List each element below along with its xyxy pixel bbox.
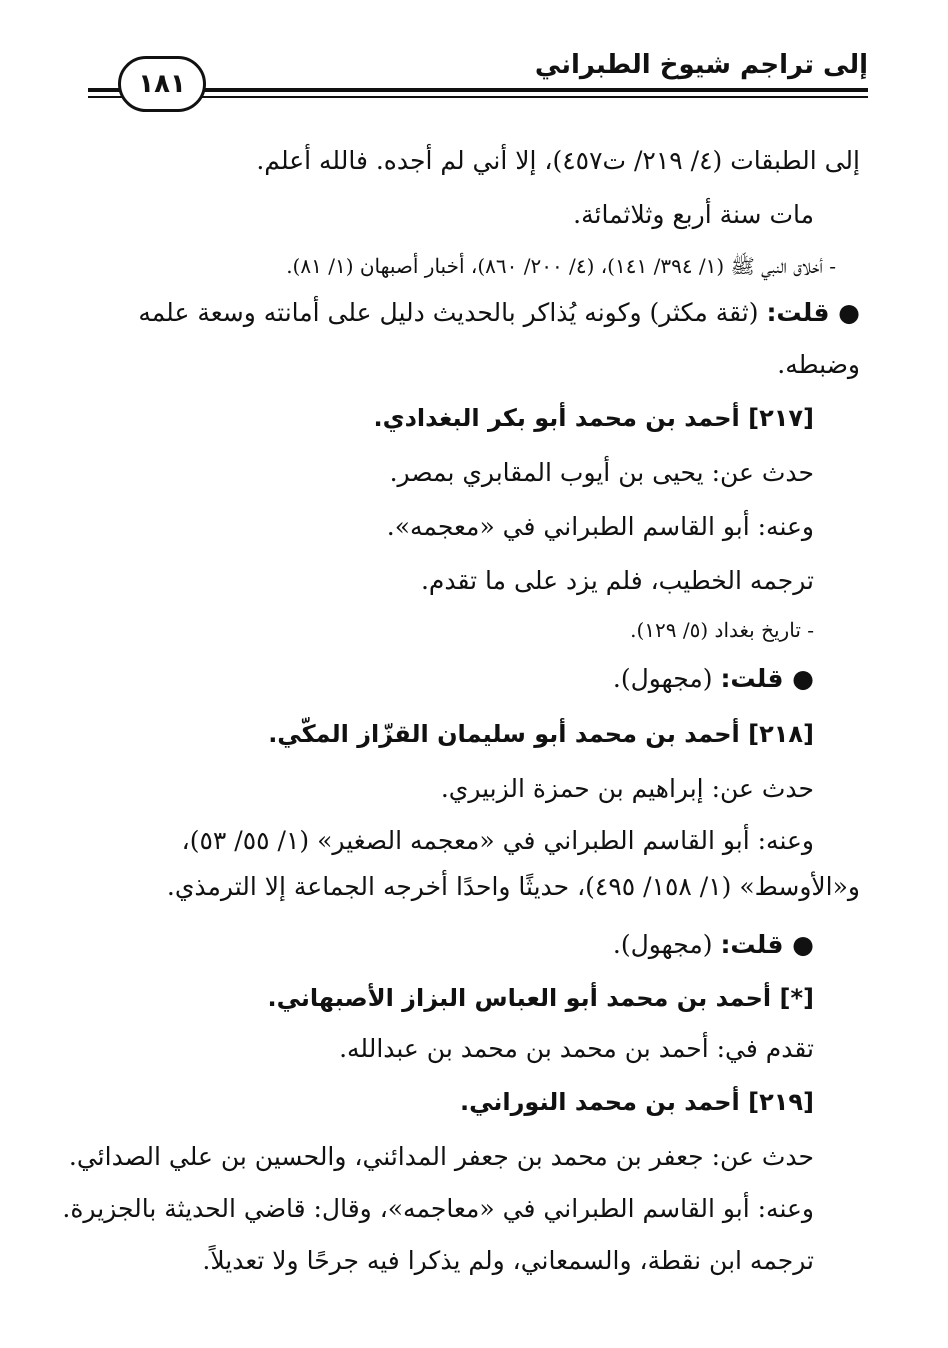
text-line: وعنه: أبو القاسم الطبراني في «معجمه الصغير» (١/ ٥٥/ ٥٣)، [181, 826, 814, 855]
comment-line [86, 298, 860, 328]
text-line: حدث عن: إبراهيم بن حمزة الزبيري. [440, 774, 814, 803]
text-line: مات سنة أربع وثلاثمائة. [573, 200, 814, 229]
comment-text: (مجهول). [612, 664, 721, 693]
header-rule-left-thin [88, 96, 120, 98]
text-line: إلى الطبقات (٤/ ٢١٩/ ت٤٥٧)، إلا أني لم أجده. فالله أعلم. [256, 146, 860, 175]
text-line: حدث عن: يحيى بن أيوب المقابري بمصر. [389, 458, 814, 487]
header-rule-thin [90, 96, 868, 98]
comment-label: ● قلت: [766, 298, 860, 327]
comment-text: (مجهول). [612, 930, 721, 959]
entry-title: [*] أحمد بن محمد أبو العباس البزاز الأصبهاني. [267, 984, 814, 1012]
text-line: حدث عن: جعفر بن محمد بن جعفر المدائني، والحسين بن علي الصدائي. [68, 1142, 814, 1171]
running-title: إلى تراجم شيوخ الطبراني [534, 50, 868, 80]
entry-title: [٢١٨] أحمد بن محمد أبو سليمان القزّاز المكّي. [268, 720, 814, 748]
page-header [90, 42, 868, 112]
page-number: ١٨١ [118, 56, 206, 112]
comment-label: ● قلت: [720, 664, 814, 693]
text-line: وضبطه. [777, 350, 860, 379]
header-rule-left [88, 88, 120, 92]
comment-text: (ثقة مكثر) وكونه يُذاكر بالحديث دليل على أمانته وسعة علمه [138, 298, 767, 327]
text-line: وعنه: أبو القاسم الطبراني في «معاجمه»، وقال: قاضي الحديثة بالجزيرة. [62, 1194, 814, 1223]
footnote-reference: - أخلاق النبي ﷺ (١/ ٣٩٤/ ١٤١)، (٤/ ٢٠٠/ ٨٦٠)، أخبار أصبهان (١/ ٨١). [286, 254, 836, 278]
text-line: و«الأوسط» (١/ ١٥٨/ ٤٩٥)، حديثًا واحدًا أخرجه الجماعة إلا الترمذي. [166, 872, 860, 901]
text-line: تقدم في: أحمد بن محمد بن محمد بن عبدالله. [339, 1034, 814, 1063]
entry-title: [٢١٧] أحمد بن محمد أبو بكر البغدادي. [373, 404, 814, 432]
header-rule-thick [90, 88, 868, 92]
text-line: وعنه: أبو القاسم الطبراني في «معجمه». [386, 512, 814, 541]
footnote-reference: - تاريخ بغداد (٥/ ١٢٩). [630, 618, 814, 642]
comment-line [613, 930, 814, 960]
comment-line [613, 664, 814, 694]
comment-label: ● قلت: [720, 930, 814, 959]
text-line: ترجمه الخطيب، فلم يزد على ما تقدم. [420, 566, 814, 595]
entry-title: [٢١٩] أحمد بن محمد النوراني. [459, 1088, 814, 1116]
text-line: ترجمه ابن نقطة، والسمعاني، ولم يذكرا فيه جرحًا ولا تعديلاً. [202, 1246, 814, 1275]
